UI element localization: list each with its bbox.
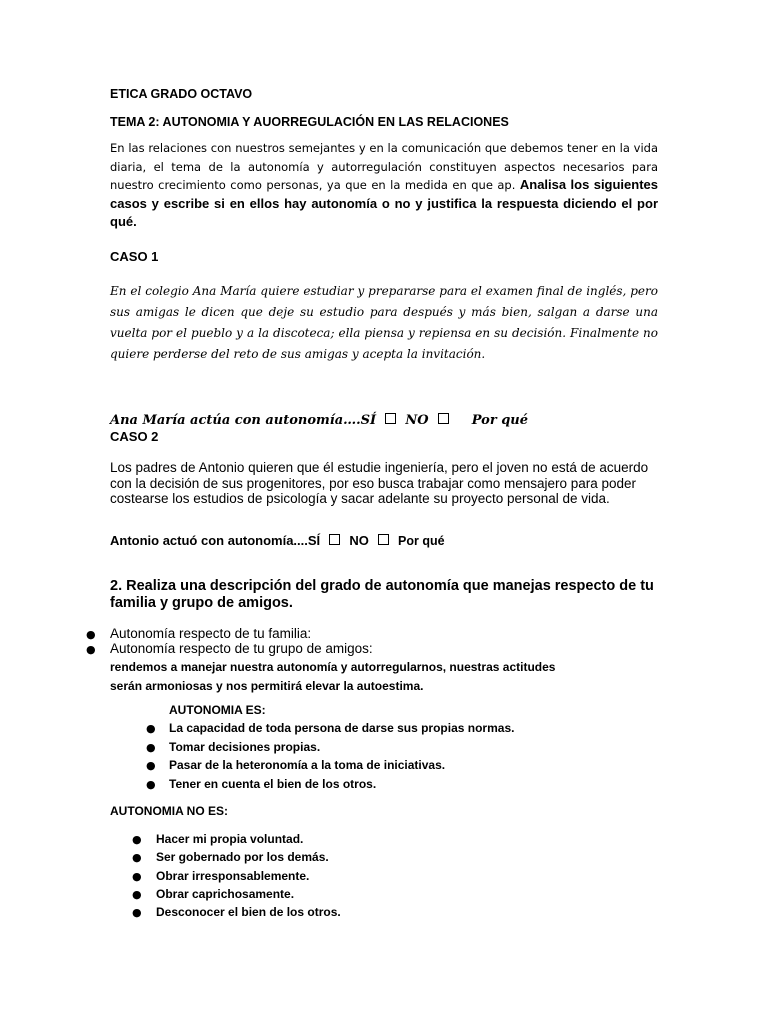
text-fragment: rendemos a manejar nuestra autonomía y autorregularnos, nuestras actitudes serán armoniosas y nos permitirá elevar la autoestima. [110, 660, 556, 693]
caso2-no-checkbox[interactable] [378, 534, 389, 545]
caso1-text: En el colegio Ana María quiere estudiar y prepararse para el examen final de inglés, pero sus amigas le dicen que deje su estudio para después y más bien, salgan a darse una vuelta por el pueblo y a la discoteca; ella piensa y repiensa en su decisión. Finalmente no quiere perderse del reto de sus amigas y acepta la invitación. [110, 284, 658, 361]
autonomia-no-es-title: AUTONOMIA NO ES: [110, 804, 229, 818]
autonomia-no-es-item: Obrar caprichosamente. [156, 887, 295, 901]
bullet-icon: ● [86, 643, 96, 656]
bullet-icon: ● [146, 722, 156, 735]
question-2: 2. Realiza una descripción del grado de autonomía que manejas respecto de tu familia y grupo de amigos. [110, 578, 654, 611]
caso1-no-label: NO [405, 413, 429, 428]
autonomia-no-es-item: Hacer mi propia voluntad. [156, 832, 304, 846]
autonomia-es-item: Pasar de la heteronomía a la toma de iniciativas. [169, 758, 446, 772]
intro-text: En las relaciones con nuestros semejantes y en la comunicación que debemos tener en la vida diaria, el tema de la autonomía y autorregulación constituyen aspectos necesarios para nuestro crecimiento como personas, ya que en la medida en que ap. [110, 141, 658, 192]
autonomia-es-title: AUTONOMIA ES: [169, 703, 266, 717]
intro-instruction: Analisa los siguientes casos y escribe si en ellos hay autonomía o no y justifica la respuesta diciendo el por qué. [110, 177, 659, 229]
bullet-icon: ● [132, 888, 142, 901]
bullet-icon: ● [86, 628, 96, 641]
bullet-icon: ● [146, 778, 156, 791]
bullet-icon: ● [132, 906, 142, 919]
caso2-text: Los padres de Antonio quieren que él estudie ingeniería, pero el joven no está de acuerdo con la decisión de sus progenitores, por eso busca trabajar como mensajero para poder costearse los estudios de psicología y sacar adelante su proyecto personal de vida. [110, 460, 649, 506]
caso1-si-checkbox[interactable] [385, 413, 396, 424]
q2-item-family: Autonomía respecto de tu familia: [110, 626, 312, 641]
caso2-porque-label: Por qué [398, 534, 445, 548]
autonomia-no-es-item: Obrar irresponsablemente. [156, 869, 310, 883]
q2-item-friends: Autonomía respecto de tu grupo de amigos: [110, 641, 373, 656]
caso2-question [110, 530, 658, 549]
caso1-no-checkbox[interactable] [438, 413, 449, 424]
document-header: ETICA GRADO OCTAVO [110, 87, 253, 101]
autonomia-es-item: La capacidad de toda persona de darse sus propias normas. [169, 721, 515, 735]
caso1-question [110, 409, 658, 428]
intro-paragraph [110, 139, 658, 232]
bullet-icon: ● [132, 833, 142, 846]
caso2-si-checkbox[interactable] [329, 534, 340, 545]
caso2-title: CASO 2 [110, 429, 159, 444]
caso2-no-label: NO [349, 533, 369, 548]
bullet-icon: ● [146, 741, 156, 754]
bullet-icon: ● [132, 870, 142, 883]
autonomia-es-item: Tener en cuenta el bien de los otros. [169, 777, 377, 791]
caso1-porque-label: Por qué [471, 413, 529, 428]
autonomia-no-es-item: Ser gobernado por los demás. [156, 850, 329, 864]
caso1-title: CASO 1 [110, 249, 159, 264]
bullet-icon: ● [132, 851, 142, 864]
bullet-icon: ● [146, 759, 156, 772]
autonomia-no-es-item: Desconocer el bien de los otros. [156, 905, 341, 919]
tema-title: TEMA 2: AUTONOMIA Y AUORREGULACIÓN EN LAS RELACIONES [110, 115, 509, 129]
caso2-question-text: Antonio actuó con autonomía....SÍ [110, 533, 321, 548]
autonomia-es-item: Tomar decisiones propias. [169, 740, 321, 754]
caso1-question-text: Ana María actúa con autonomía….SÍ [110, 413, 377, 428]
